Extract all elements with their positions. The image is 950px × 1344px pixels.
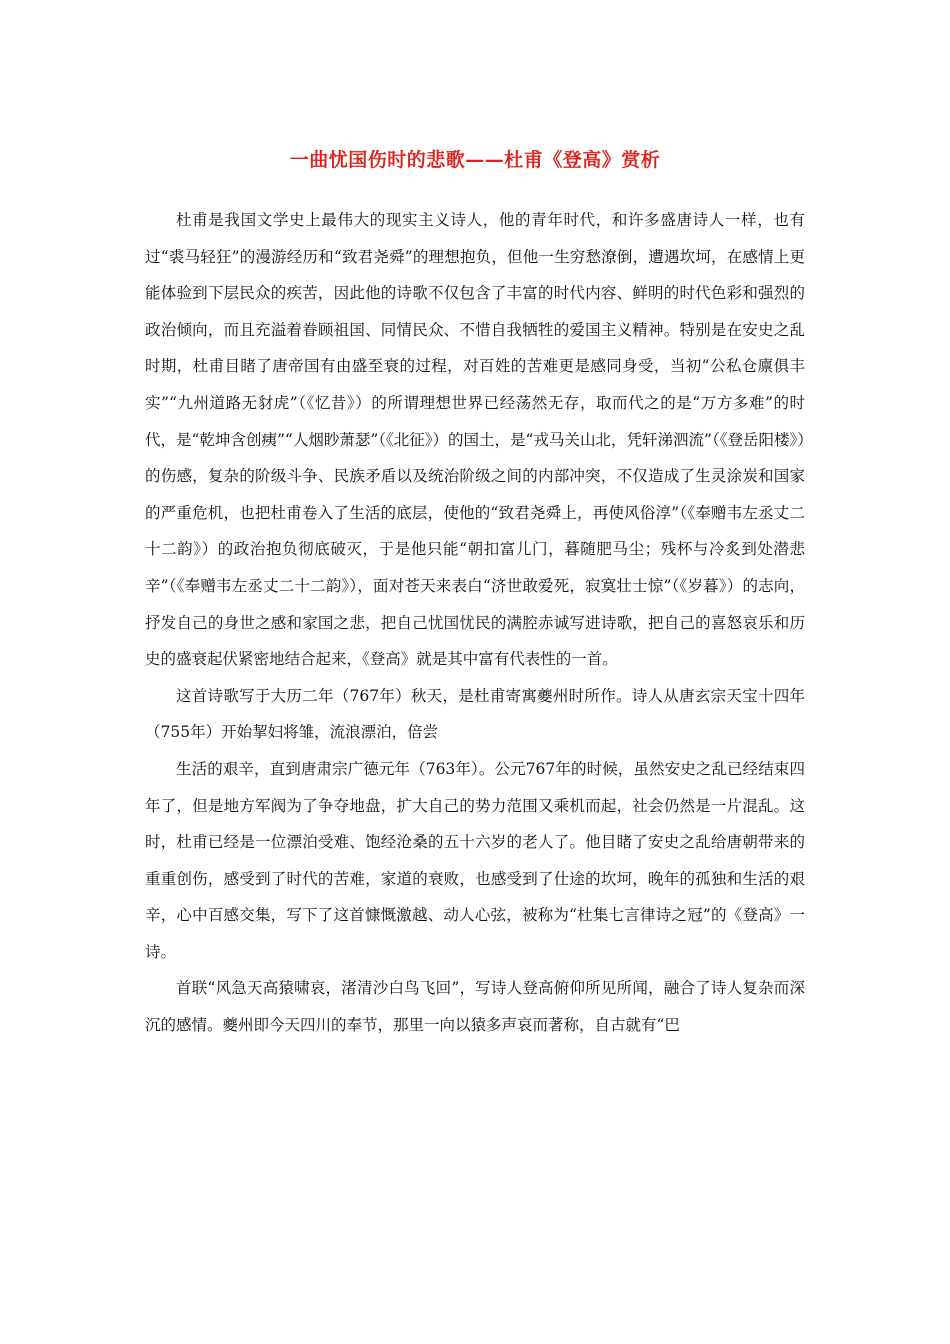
- document-title: 一曲忧国伤时的悲歌——杜甫《登高》赏析: [289, 149, 661, 171]
- paragraph-2: 这首诗歌写于大历二年（767年）秋天，是杜甫寄寓夔州时所作。诗人从唐玄宗天宝十四年（755年）开始挈妇将雏，流浪漂泊，倍尝: [145, 686, 805, 742]
- paragraph-3: 生活的艰辛，直到唐肃宗广德元年（763年）。公元767年的时候，虽然安史之乱已经结束四年了，但是地方军阀为了争夺地盘，扩大自己的势力范围又乘机而起，社会仍然是一片混乱。这时，杜甫已经是一位漂泊受难、饱经沧桑的五十六岁的老人了。他目睹了安史之乱给唐朝带来的重重创伤，感受到了时代的苦难，家道的衰败，也感受到了仕途的坎坷，晚年的孤独和生活的艰辛，心中百感交集，写下了这首慷慨激越、动人心弦，被称为“杜集七言律诗之冠”的《登高》一诗。: [145, 759, 805, 961]
- document-page: [145, 140, 805, 1044]
- paragraph-1: 杜甫是我国文学史上最伟大的现实主义诗人，他的青年时代，和许多盛唐诗人一样，也有过“裘马轻狂”的漫游经历和“致君尧舜”的理想抱负，但他一生穷愁潦倒，遭遇坎坷，在感情上更能体验到下层民众的疾苦，因此他的诗歌不仅包含了丰富的时代内容、鲜明的时代色彩和强烈的政治倾向，而且充溢着眷顾祖国、同情民众、不惜自我牺牲的爱国主义精神。特别是在安史之乱时期，杜甫目睹了唐帝国有由盛至衰的过程，对百姓的苦难更是感同身受，当初“公私仓廪俱丰实”“九州道路无豺虎”（《忆昔》）的所谓理想世界已经荡然无存，取而代之的是“万方多难”的时代，是“乾坤含创痍”“人烟眇萧瑟”（《北征》）的国土，是“戎马关山北，凭轩涕泗流”（《登岳阳楼》）的伤感，复杂的阶级斗争、民族矛盾以及统治阶级之间的内部冲突，不仅造成了生灵涂炭和国家的严重危机，也把杜甫卷入了生活的底层，使他的“致君尧舜上，再使风俗淳”（《奉赠韦左丞丈二十二韵》）的政治抱负彻底破灭，于是他只能“朝扣富儿门，暮随肥马尘；残杯与冷炙到处潜悲辛”（《奉赠韦左丞丈二十二韵》），面对苍天来表白“济世敢爱死，寂寞壮士惊”（《岁暮》）的志向，抒发自己的身世之感和家国之悲，把自己忧国忧民的满腔赤诚写进诗歌，把自己的喜怒哀乐和历史的盛衰起伏紧密地结合起来，《登高》就是其中富有代表性的一首。: [145, 211, 805, 669]
- paragraph-4: 首联“风急天高猿啸哀，渚清沙白鸟飞回”，写诗人登高俯仰所见所闻，融合了诗人复杂而深沉的感情。夔州即今天四川的奉节，那里一向以猿多声哀而著称，自古就有“巴: [145, 979, 805, 1035]
